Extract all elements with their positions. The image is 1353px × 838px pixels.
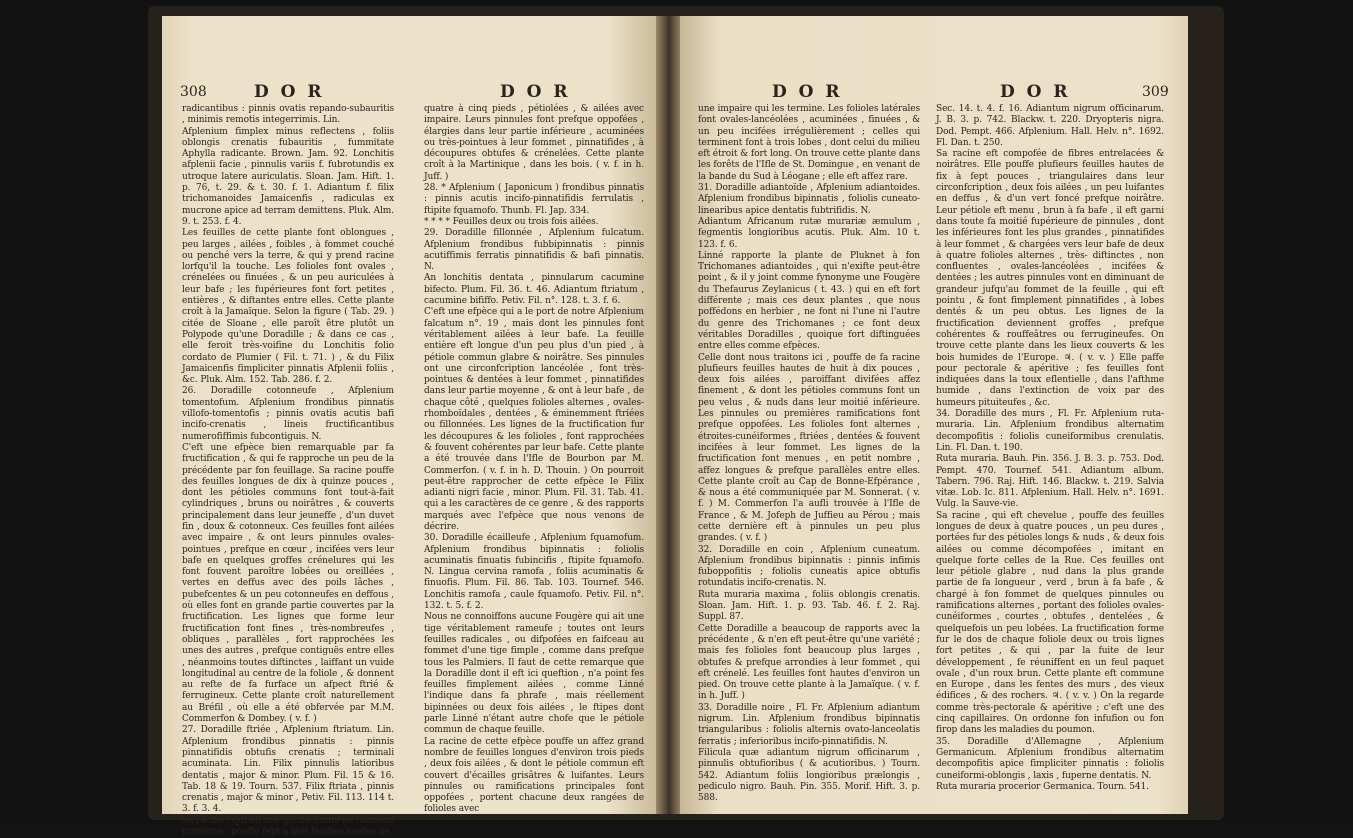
book-gutter [656,16,682,814]
open-book [148,6,1224,837]
right-page [680,16,1188,814]
left-running-head-2: D O R [500,82,571,102]
left-running-head-1: D O R [254,82,325,102]
right-text-column-2: Sec. 14. t. 4. f. 16. Adiantum nigrum officinarum. J. B. 3. p. 742. Blackw. t. 220. Dryopteris nigra. Dod. Pempt. 466. Afplenium. Hall. Helv. n°. 1692. Fl. Dan. t. 250. Sa racine eft compofée de fibres entrelacées & noirâtres. Elle pouffe plufieurs feuilles hautes de fix à fept pouces , triangulaires dans leur circonfcription , deux fois ailées , un peu luifantes en deffus , & d'un vert foncé prefque noirâtre. Leur pétiole eft menu , brun à fa bafe , il eft garni dans toute fa moitié fupérieure de pinnules , dont les inférieures font les plus grandes , pinnatifides à leur fommet , & chargées vers leur bafe de deux à quatre folioles alternes , très- diftinctes , non confluentes , ovales-lancéolées , incifées & dentées ; les autres pinnules vont en diminuant de grandeur jufqu'au fommet de la feuille , qui eft pointu , & font fimplement pinnatifides , à lobes dentés & un peu obtus. Les lignes de la fructification deviennent groffes , prefque cohérentes & rouffeâtres ou ferrugineufes. On trouve cette plante dans les lieux couverts & les bois humides de l'Europe. ♃. ( v. v. ) Elle paffe pour pectorale & apéritive ; fes feuilles font indiquées dans la toux eflentielle , dans l'afthme humide , dans l'extinction de voix par des humeurs pituiteufes , &c. 34. Doradille des murs , Fl. Fr. Afplenium ruta-muraria. Lin. Afplenium frondibus alternatim decompofitis : foliolis cuneiformibus crenulatis. Lin. Fl. Dan. t. 190. Ruta muraria. Bauh. Pin. 356. J. B. 3. p. 753. Dod. Pempt. 470. Tournef. 541. Adiantum album. Tabern. 796. Raj. Hift. 146. Blackw. t. 219. Salvia vitæ. Lob. Ic. 811. Afplenium. Hall. Helv. n°. 1691. Vulg. la Sauve-vie. Sa racine , qui eft chevelue , pouffe des feuilles longues de deux à quatre pouces , un peu dures , portées fur des pétioles longs & nuds , & deux fois ailées ou comme décompofées , imitant en quelque forte celles de la Rue. Ces feuilles ont leur pétiole glabre , nud dans la plus grande partie de fa longueur , verd , brun à fa bafe , & chargé à fon fommet de quelques pinnules ou ramifications alternes , portant des folioles ovales-cunéiformes , courtes , obtufes , dentelées , & quelquefois un peu lobées. La fructification forme fur le dos de chaque foliole deux ou trois lignes fort petites , & qui , par la fuite de leur développement , fe réuniffent en un feul paquet ovale , d'un roux brun. Cette plante eft commune en Europe , dans les fentes des murs , des vieux édifices , & des rochers. ♃. ( v. v. ) On la regarde comme très-pectorale & apéritive ; c'eft une des cinq capillaires. On ordonne fon infufion ou fon firop dans les maladies du poumon. 35. Doradille d'Allemagne , Afplenium Germanicum. Afplenium frondibus alternatim decompofitis apice fimpliciter pinnatis : foliolis cuneiformi-oblongis , laxis , fuperne dentatis. N. Ruta muraria procerior Germanica. Tourn. 541. [936,104,1164,792]
left-page-number: 308 [180,84,207,100]
right-running-head-1: D O R [772,82,843,102]
left-text-column-1: radicantibus : pinnis ovatis repando-subauritis , minimis remotis integerrimis. Lin. Afplenium fimplex minus reflectens , foliis oblongis crenatis fubauritis , fummitate Aphylla radicante. Brown. Jam. 92. Lonchitis afplenii facie , pinnulis variis f. fubrotundis ex utroque latere auriculatis. Sloan. Jam. Hift. 1. p. 76, t. 29. & t. 30. f. 1. Adiantum f. filix trichomanoides Jamaicenfis , radiculas ex mucrone apice ad terram demittens. Pluk. Alm. 9. t. 253. f. 4. Les feuilles de cette plante font oblongues , peu larges , ailées , foibles , à fommet couché ou penché vers la terre, & qui y prend racine lorfqu'il la touche. Les folioles font ovales , crénelées ou finuées , & un peu auriculées à leur bafe ; les fupérieures font fort petites , entières , & diftantes entre elles. Cette plante croît à la Jamaïque. Selon la figure ( Tab. 29. ) citée de Sloane , elle paroît être plutôt un Polypode qu'une Doradille ; & dans ce cas , elle feroit très-voifine du Lonchitis folio cordato de Plumier ( Fil. t. 71. ) , & du Filix Jamaicenfis fimpliciter pinnatis Afplenii foliis , &c. Pluk. Alm. 152. Tab. 286. f. 2. 26. Doradille cotonneufe , Afplenium tomentofum. Afplenium frondibus pinnatis villofo-tomentofis ; pinnis ovatis acutis bafi incifo-crenatis , lineis fructificantibus numerofiffimis fubcontiguis. N. C'eft une efpèce bien remarquable par fa fructification , & qui fe rapproche un peu de la précédente par fon feuillage. Sa racine pouffe des feuilles longues de dix à quinze pouces , dont les pétioles communs font tout-à-fait cylindriques , bruns ou noirâtres , & couverts principalement dans leur jeuneffe , d'un duvet fin , doux & cotonneux. Ces feuilles font ailées avec impaire , & ont leurs pinnules ovales-pointues , prefque en cœur , incifées vers leur bafe en quelques groffes crénelures qui les font fouvent paroître lobées ou oreillées , vertes en deffus avec des poils lâches , pubefcentes & un peu cotonneufes en deffous , où elles font en grande partie couvertes par la fructification. Les lignes que forme leur fructification font fines , très-nombreufes , obliques , parallèles , fort rapprochées les unes des autres , prefque contiguës entre elles , néanmoins toutes diftinctes , laiffant un vuide longitudinal au centre de la foliole , & donnent au refte de fa furface un afpect ftrié & ferrugineux. Cette plante croît naturellement au Bréfil , où elle a été obfervée par M.M. Commerfon & Dombey. ( v. f. ) 27. Doradille ftriée , Afplenium ftriatum. Lin. Afplenium frondibus pinnatis : pinnis pinnatifidis obtufis crenatis ; terminali acuminata. Lin. Filix pinnulis latioribus dentatis , major & minor. Plum. Fil. 15 & 16. Tab. 18 & 19. Tourn. 537. Filix ftriata , pinnis crenatis , major & minor , Petiv. Fil. 113. 114 t. 3. f. 3. 4. Sa racine , qui eft une groffe touffe de filamens noirâtres , pouffe fept à huit feuilles hautes de [182,104,394,837]
left-text-column-2: quatre à cinq pieds , pétiolées , & ailées avec impaire. Leurs pinnules font prefque oppofées , élargies dans leur partie inférieure , acuminées ou très-pointues à leur fommet , pinnatifides , à découpures obtufes & crénelées. Cette plante croît à la Martinique , dans les bois. ( v. f. in h. Juff. ) 28. * Afplenium ( Japonicum ) frondibus pinnatis : pinnis acutis incifo-pinnatifidis ferrulatis , ftipite fquamofo. Thunb. Fl. Jap. 334. * * * * Feuilles deux ou trois fois ailées. 29. Doradille fillonnée , Afplenium fulcatum. Afplenium frondibus fubbipinnatis : pinnis acutiffimis ferratis pinnatifidis & bafi pinnatis. N. An lonchitis dentata , pinnularum cacumine bifecto. Plum. Fil. 36. t. 46. Adiantum ftriatum , cacumine bififfo. Petiv. Fil. n°. 128. t. 3. f. 6. C'eft une efpèce qui a le port de notre Afplenium falcatum n°. 19 , mais dont les pinnules font véritablement ailées à leur bafe. La feuille entière eft longue d'un peu plus d'un pied , à pétiole commun glabre & noirâtre. Ses pinnules ont une circonfcription lancéolée , font très-pointues & dentées à leur fommet , pinnatifides dans leur partie moyenne , & ont à leur bafe , de chaque côté , quelques folioles alternes , ovales-rhomboïdales , dentées , & éminemment ftriées ou fillonnées. Les lignes de la fructification fur les découpures & les folioles , font rapprochées & fouvent cohérentes par leur bafe. Cette plante a été trouvée dans l'Ifle de Bourbon par M. Commerfon. ( v. f. in h. D. Thouin. ) On pourroit peut-être rapprocher de cette efpèce le Filix adianti nigri facie , minor. Plum. Fil. 31. Tab. 41. qui a les caractères de ce genre , & des rapports marqués avec l'efpèce que nous venons de décrire. 30. Doradille écailleufe , Afplenium fquamofum. Afplenium frondibus bipinnatis : foliolis acuminatis finuatis fubincifis , ftipite fquamofo. N. Lingua cervina ramofa , foliis acuminatis & finuofis. Plum. Fil. 86. Tab. 103. Tournef. 546. Lonchitis ramofa , caule fquamofo. Petiv. Fil. n°. 132. t. 5. f. 2. Nous ne connoiffons aucune Fougère qui ait une tige véritablement rameufe ; toutes ont leurs feuilles radicales , ou difpofées en faifceau au fommet d'une tige fimple , comme dans prefque tous les Palmiers. Il faut de cette remarque que la Doradille dont il eft ici queftion , n'a point fes feuilles fimplement ailées , comme Linné l'indique dans fa phrafe , mais réellement bipinnées ou deux fois ailées , le ftipes dont parle Linné n'étant autre chofe que le pétiole commun de chaque feuille. La racine de cette efpèce pouffe un affez grand nombre de feuilles longues d'environ trois pieds , deux fois ailées , & dont le pétiole commun eft couvert d'écailles grisâtres & luifantes. Leurs pinnules ou ramifications principales font oppofées , portent chacune deux rangées de folioles avec [424,104,644,815]
left-page [162,16,658,837]
right-page-number: 309 [1142,84,1169,100]
right-running-head-2: D O R [1000,82,1071,102]
right-text-column-1: une impaire qui les termine. Les folioles latérales font ovales-lancéolées , acuminées , finuées , & un peu incifées irrégulièrement ; celles qui terminent font à trois lobes , dont celui du milieu eft étroit & fort long. On trouve cette plante dans les forêts de l'Ifle de St. Domingue , en venant de la bande du Sud à Léogane ; elle eft affez rare. 31. Doradille adiantoïde , Afplenium adiantoides. Afplenium frondibus bipinnatis , foliolis cuneato-linearibus apice dentatis fubtrifidis. N. Adiantum Africanum rutæ murariæ æmulum , fegmentis longioribus acutis. Pluk. Alm. 10 t. 123. f. 6. Linné rapporte la plante de Pluknet à fon Trichomanes adiantoides , qui n'exifte peut-être point , & il y joint comme fynonyme une Fougère du Thefaurus Zeylanicus ( t. 43. ) qui en eft fort différente ; mais ces deux plantes , que nous poffédons en herbier , ne font ni l'une ni l'autre du genre des Trichomanes ; ce font deux véritables Doradilles , quoique fort diftinguées entre elles comme efpèces. Celle dont nous traitons ici , pouffe de fa racine plufieurs feuilles hautes de huit à dix pouces , deux fois ailées , paroiffant divifées affez finement , & dont les pétioles communs font un peu velus , & nuds dans leur moitié inférieure. Les pinnules ou premières ramifications font prefque oppofées. Les folioles font alternes , étroites-cunéiformes , ftriées , dentées & fouvent incifées à leur fommet. Les lignes de la fructification font menues , en petit nombre , affez longues & prefque parallèles entre elles. Cette plante croît au Cap de Bonne-Efpérance , & nous a été communiquée par M. Sonnerat. ( v. f. ) M. Commerfon l'a aufli trouvée à l'Ifle de France , & M. Jofeph de Juffieu au Pérou ; mais cette dernière eft à pinnules un peu plus grandes. ( v. f. ) 32. Doradille en coin , Afplenium cuneatum. Afplenium frondibus bipinnatis : pinnis infimis fuboppofitis ; foliolis cuneatis apice obtufis rotundatis incifo-crenatis. N. Ruta muraria maxima , foliis oblongis crenatis. Sloan. Jam. Hift. 1. p. 93. Tab. 46. f. 2. Raj. Suppl. 87. Cette Doradille a beaucoup de rapports avec la précédente , & n'en eft peut-être qu'une variété ; mais fes folioles font beaucoup plus larges , obtufes & prefque arrondies à leur fommet , qui eft crénelé. Les feuilles font hautes d'environ un pied. On trouve cette plante à la Jamaïque. ( v. f. in h. Juff. ) 33. Doradille noire , Fl. Fr. Afplenium adiantum nigrum. Lin. Afplenium frondibus bipinnatis triangularibus : foliolis alternis ovato-lanceolatis ferratis ; inferioribus incifo-pinnatifidis. N. Filicula quæ adiantum nigrum officinarum , pinnulis obtufioribus ( & acutioribus. ) Tourn. 542. Adiantum foliis longioribus prælongis , pediculo nigro. Bauh. Pin. 355. Morif. Hift. 3. p. 588. [698,104,920,804]
